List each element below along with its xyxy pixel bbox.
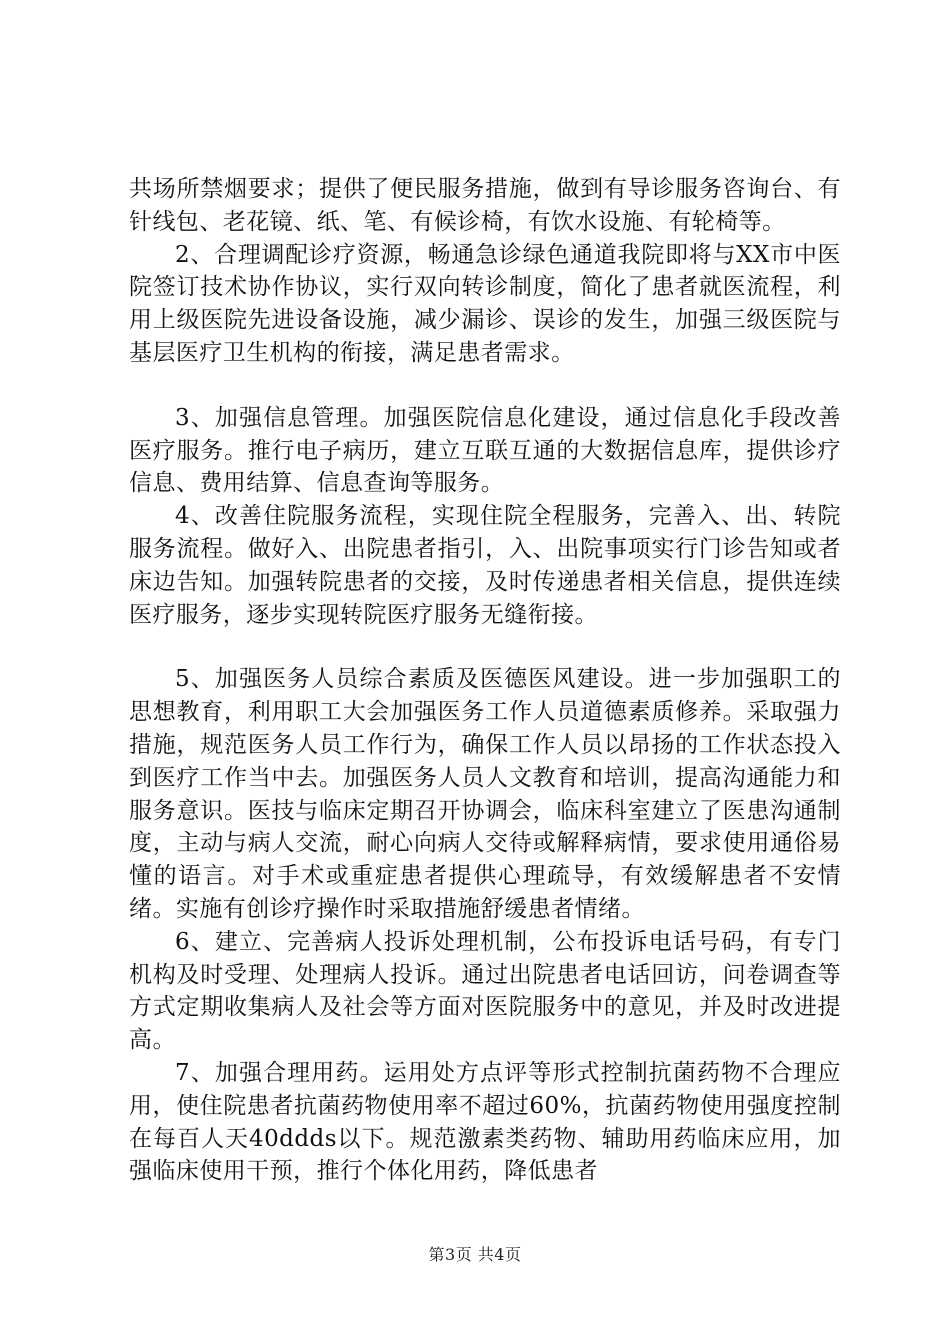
paragraph-item-3: 3、加强信息管理。加强医院信息化建设，通过信息化手段改善医疗服务。推行电子病历，建立互联互通的大数据信息库，提供诊疗信息、费用结算、信息查询等服务。 [129, 404, 841, 497]
paragraph-item-6: 6、建立、完善病人投诉处理机制，公布投诉电话号码，有专门机构及时受理、处理病人投诉。通过出院患者电话回访，问卷调查等方式定期收集病人及社会等方面对医院服务中的意见，并及时改进提高。 [129, 928, 841, 1054]
paragraph-item-7: 7、加强合理用药。运用处方点评等形式控制抗菌药物不合理应用，使住院患者抗菌药物使用率不超过60%，抗菌药物使用强度控制在每百人天40ddds以下。规范激素类药物、辅助用药临床应用，加强临床使用干预，推行个体化用药，降低患者 [129, 1059, 841, 1185]
paragraph-item-2: 2、合理调配诊疗资源，畅通急诊绿色通道我院即将与XX市中医院签订技术协作协议，实行双向转诊制度，简化了患者就医流程，利用上级医院先进设备设施，减少漏诊、误诊的发生，加强三级医院与基层医疗卫生机构的衔接，满足患者需求。 [129, 241, 841, 366]
page-footer: 第3页 共4页 [428, 1245, 522, 1264]
paragraph-gap [129, 631, 841, 663]
document-body [129, 173, 841, 1188]
paragraph-item-5: 5、加强医务人员综合素质及医德医风建设。进一步加强职工的思想教育，利用职工大会加强医务工作人员道德素质修养。采取强力措施，规范医务人员工作行为，确保工作人员以昂扬的工作状态投入到医疗工作当中去。加强医务人员人文教育和培训，提高沟通能力和服务意识。医技与临床定期召开协调会，临床科室建立了医患沟通制度，主动与病人交流，耐心向病人交待或解释病情，要求使用通俗易懂的语言。对手术或重症患者提供心理疏导，有效缓解患者不安情绪。实施有创诊疗操作时采取措施舒缓患者情绪。 [129, 666, 841, 922]
paragraph-item-4: 4、改善住院服务流程，实现住院全程服务，完善入、出、转院服务流程。做好入、出院患者指引，入、出院事项实行门诊告知或者床边告知。加强转院患者的交接，及时传递患者相关信息，提供连续医疗服务，逐步实现转院医疗服务无缝衔接。 [129, 503, 841, 628]
paragraph-continued: 共场所禁烟要求；提供了便民服务措施，做到有导诊服务咨询台、有针线包、老花镜、纸、笔、有候诊椅，有饮水设施、有轮椅等。 [129, 176, 841, 235]
paragraph-gap [129, 370, 841, 402]
